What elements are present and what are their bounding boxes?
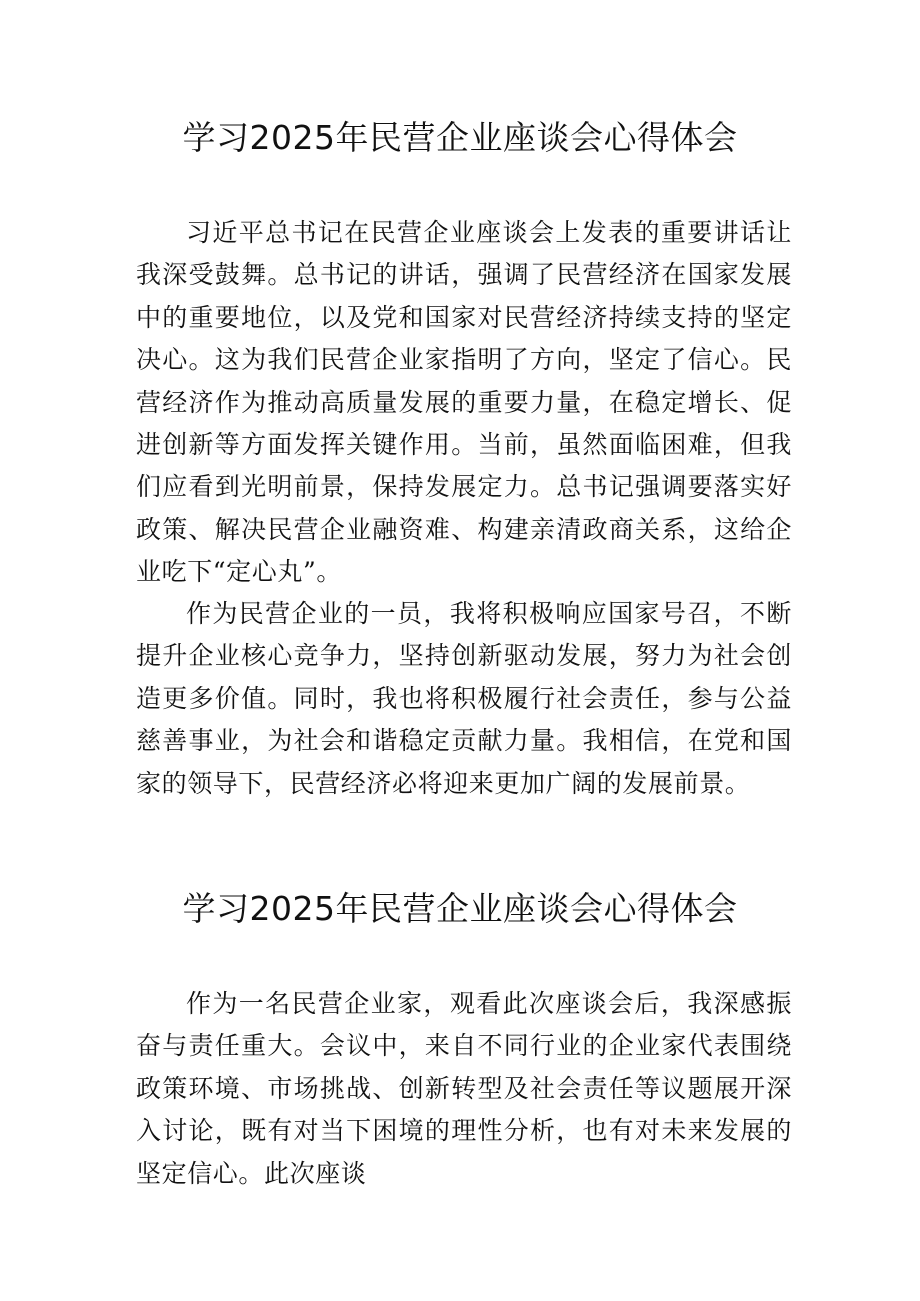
- paragraph-1-2: 作为民营企业的一员，我将积极响应国家号召，不断提升企业核心竞争力，坚持创新驱动发展，努力为社会创造更多价值。同时，我也将积极履行社会责任，参与公益慈善事业，为社会和谐稳定贡献力量。我相信，在党和国家的领导下，民营经济必将迎来更加广阔的发展前景。: [136, 599, 792, 798]
- paragraph-1-1: 习近平总书记在民营企业座谈会上发表的重要讲话让我深受鼓舞。总书记的讲话，强调了民营经济在国家发展中的重要地位，以及党和国家对民营经济持续支持的坚定决心。这为我们民营企业家指明了方向，坚定了信心。民营经济作为推动高质量发展的重要力量，在稳定增长、促进创新等方面发挥关键作用。当前，虽然面临困难，但我们应看到光明前景，保持发展定力。总书记强调要落实好政策、解决民营企业融资难、构建亲清政商关系，这给企业吃下“定心丸”。: [136, 218, 792, 587]
- section-title-1: 学习2025年民营企业座谈会心得体会: [182, 118, 738, 157]
- section-title-2: 学习2025年民营企业座谈会心得体会: [182, 889, 738, 928]
- paragraph-2-1: 作为一名民营企业家，观看此次座谈会后，我深感振奋与责任重大。会议中，来自不同行业的企业家代表围绕政策环境、市场挑战、创新转型及社会责任等议题展开深入讨论，既有对当下困境的理性分析，也有对未来发展的坚定信心。此次座谈: [136, 989, 792, 1188]
